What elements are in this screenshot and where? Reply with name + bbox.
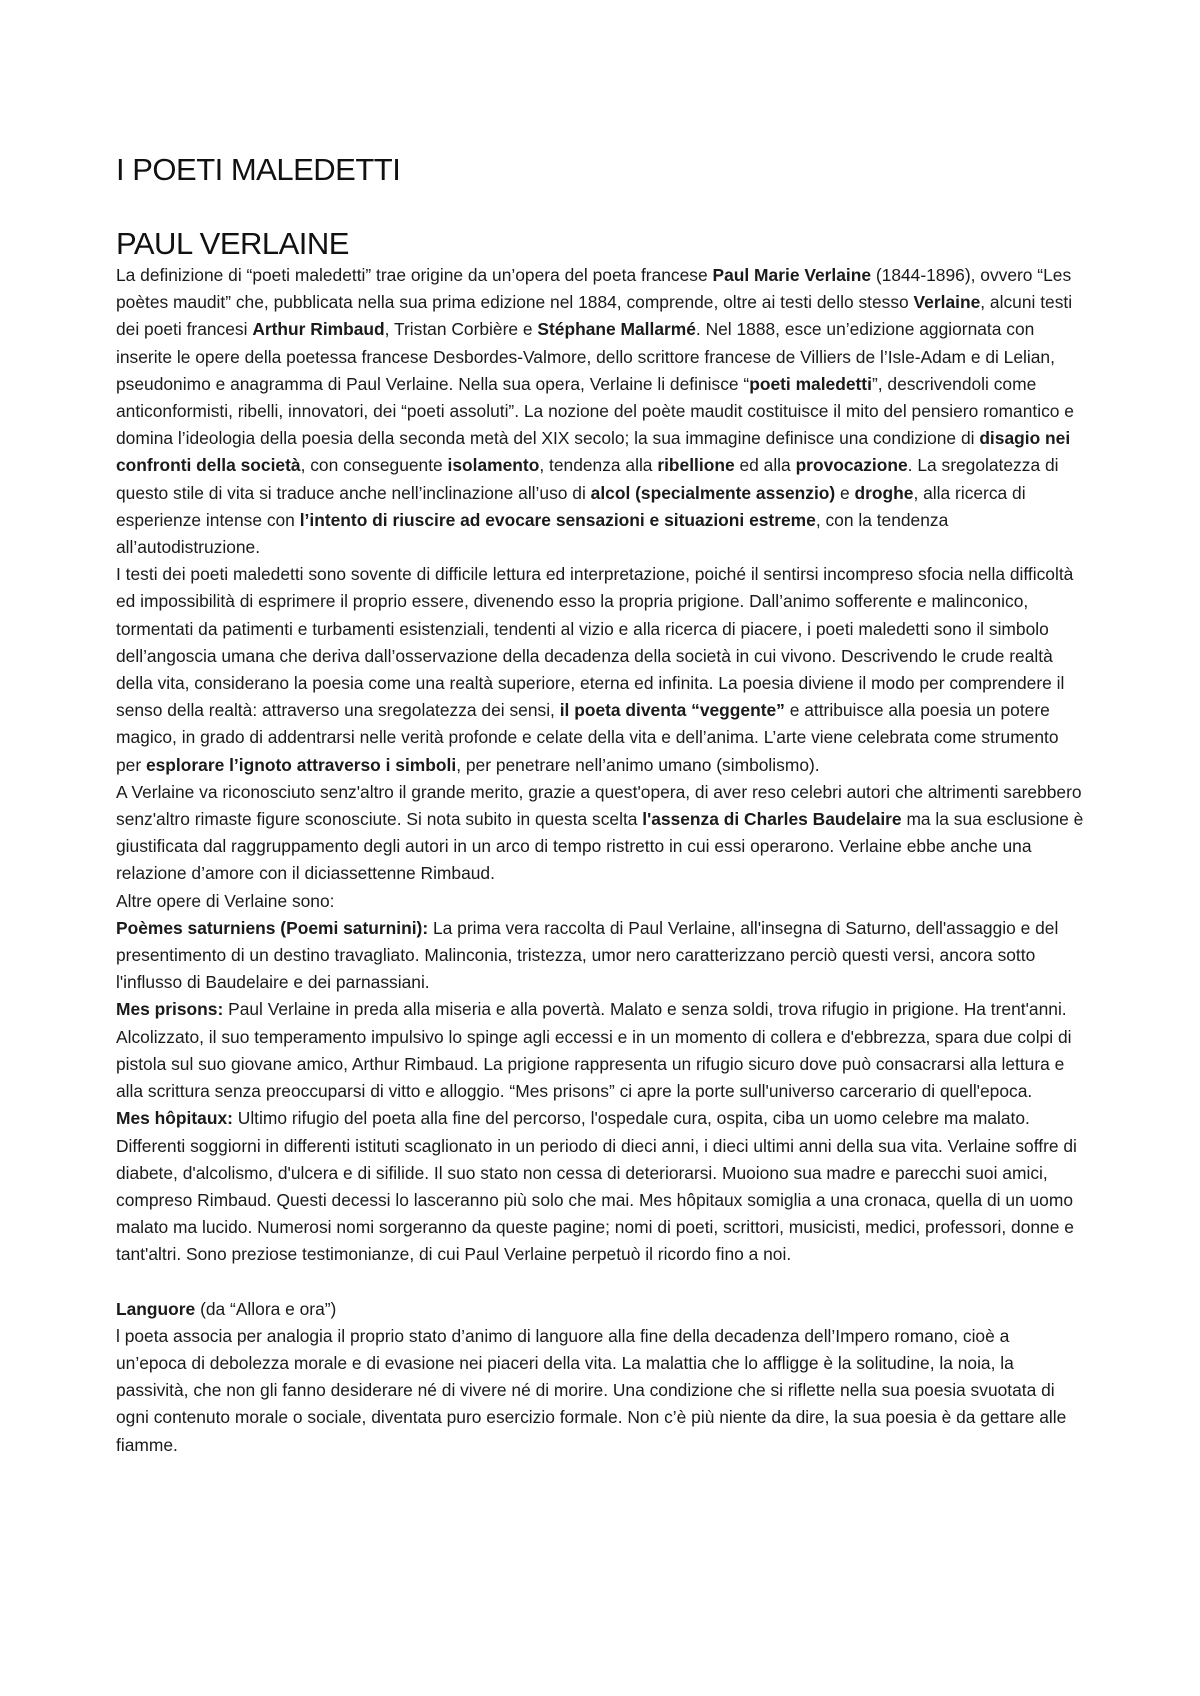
bold-text-run: il poeta diventa “veggente” <box>559 700 785 721</box>
text-run: e attribuisce alla poesia un potere magico, in grado di addentrarsi nelle verità profonde e celate della vita e dell’anima. L’arte viene celebrata come strumento per <box>116 700 1059 775</box>
document-title: I POETI MALEDETTI <box>116 152 401 187</box>
bold-text-run: Paul Marie Verlaine <box>712 265 872 285</box>
bold-text-run: poeti maledetti <box>749 373 872 394</box>
bold-text-run: Arthur Rimbaud <box>252 319 385 340</box>
bold-text-run: isolamento <box>447 455 540 476</box>
text-run: l poeta associa per analogia il proprio stato d’animo di languore alla fine della decadenza dell’Impero romano, cioè a un’epoca di debolezza morale e di evasione nei piaceri della vita. La malattia che lo affligge è la solitudine, la noia, la passività, che non gli fanno desiderare né di vivere né di morire. Una condizione che si riflette nella sua poesia svuotata di ogni contenuto morale o sociale, diventata puro esercizio formale. Non c’è più niente da dire, la sua poesia è da gettare alle fiamme. <box>116 1325 1067 1455</box>
text-run: , tendenza alla <box>539 455 658 476</box>
text-run: , alla ricerca di esperienze intense con <box>116 482 1026 530</box>
text-run: , con conseguente <box>300 455 448 476</box>
section-spacer <box>116 1269 1084 1296</box>
paragraph-mes-prisons <box>116 996 1084 1105</box>
text-run: . Nel 1888, esce un’edizione aggiornata con inserite le opere della poetessa francese Desbordes-Valmore, dello scrittore francese de Villiers de l’Isle-Adam e di Lelian, pseudonimo e anagramma di Paul Verlaine. Nella sua opera, Verlaine li definisce “ <box>116 319 1055 394</box>
document-subtitle: PAUL VERLAINE <box>116 226 349 261</box>
paragraph-poetics <box>116 561 1084 779</box>
bold-text-run: esplorare l’ignoto attraverso i simboli <box>145 754 457 775</box>
section-heading-languore <box>116 1296 1084 1323</box>
bold-text-run: Mes prisons: <box>116 999 224 1020</box>
bold-text-run: Mes hôpitaux: <box>116 1108 233 1129</box>
text-run: , Tristan Corbière e <box>384 319 538 340</box>
text-run: Ultimo rifugio del poeta alla fine del percorso, l'ospedale cura, ospita, ciba un uomo celebre ma malato. Differenti soggiorni in differenti istituti scaglionato in un periodo di dieci anni, i dieci ultimi anni della sua vita. Verlaine soffre di diabete, d'alcolismo, d'ulcera e di sifilide. Il suo stato non cessa di deteriorarsi. Muoiono sua madre e parecchi suoi amici, compreso Rimbaud. Questi decessi lo lasceranno più solo che mai. Mes hôpitaux somiglia a una cronaca, quella di un uomo malato ma lucido. Numerosi nomi sorgeranno da queste pagine; nomi di poeti, scrittori, musicisti, medici, professori, donne e tant'altri. Sono preziose testimonianze, di cui Paul Verlaine perpetuò il ricordo fino a noi. <box>116 1108 1077 1265</box>
text-run: ed alla <box>734 455 796 476</box>
text-run: ma la sua esclusione è giustificata dal raggruppamento degli autori in un arco di tempo ristretto in cui essi operarono. Verlaine ebbe anche una relazione d’amore con il diciassettenne Rimbaud. <box>116 809 1084 884</box>
text-run: Altre opere di Verlaine sono: <box>116 890 335 911</box>
bold-text-run: ribellione <box>657 455 735 476</box>
text-run: La definizione di “poeti maledetti” trae origine da un’opera del poeta francese <box>116 265 713 285</box>
text-run: , alcuni testi dei poeti francesi <box>116 292 1073 340</box>
paragraph-intro <box>116 262 1084 561</box>
paragraph-mes-hopitaux <box>116 1105 1084 1268</box>
bold-text-run: Poèmes saturniens (Poemi saturnini): <box>116 917 429 938</box>
text-run: (da “Allora e ora”) <box>195 1298 337 1319</box>
text-run: , per penetrare nell’animo umano (simbolismo). <box>456 754 820 775</box>
text-run: . La sregolatezza di questo stile di vita si traduce anche nell’inclinazione all’uso di <box>116 455 1059 503</box>
document-page <box>116 150 1084 1459</box>
paragraph-merit <box>116 779 1084 888</box>
bold-text-run: provocazione <box>795 455 908 476</box>
text-run: A Verlaine va riconosciuto senz'altro il grande merito, grazie a quest'opera, di aver reso celebri autori che altrimenti sarebbero senz'altro rimaste figure sconosciute. Si nota subito in questa scelta <box>116 781 1082 830</box>
paragraph-works-intro <box>116 888 1084 915</box>
text-run: Paul Verlaine in preda alla miseria e alla povertà. Malato e senza soldi, trova rifugio in prigione. Ha trent'anni. Alcolizzato, il suo temperamento impulsivo lo spinge agli eccessi e in un momento di collera e d'ebbrezza, spara due colpi di pistola sul suo giovane amico, Arthur Rimbaud. La prigione rappresenta un rifugio sicuro dove può consacrarsi alla lettura e alla scrittura senza preoccuparsi di vitto e alloggio. “Mes prisons” ci apre la porte sull'universo carcerario di quell'epoca. <box>116 999 1072 1102</box>
text-run: ”, descrivendoli come anticonformisti, ribelli, innovatori, dei “poeti assoluti”. La nozione del poète maudit costituisce il mito del pensiero romantico e domina l’ideologia della poesia della seconda metà del XIX secolo; la sua immagine definisce una condizione di <box>116 373 1074 449</box>
bold-text-run: Languore <box>116 1298 196 1319</box>
text-run: La prima vera raccolta di Paul Verlaine, all'insegna di Saturno, dell'assaggio e del presentimento di un destino travagliato. Malinconia, tristezza, umor nero caratterizzano perciò questi versi, ancora sotto l'influsso di Baudelaire e dei parnassiani. <box>116 917 1059 993</box>
bold-text-run: l'assenza di Charles Baudelaire <box>642 809 902 830</box>
paragraph-languore <box>116 1323 1084 1459</box>
bold-text-run: Stéphane Mallarmé <box>537 319 696 340</box>
bold-text-run: disagio nei confronti della società <box>116 428 1071 476</box>
paragraph-poemes-saturniens <box>116 915 1084 997</box>
bold-text-run: droghe <box>854 482 914 503</box>
bold-text-run: l’intento di riuscire ad evocare sensazioni e situazioni estreme <box>299 509 816 530</box>
bold-text-run: Verlaine <box>913 292 981 313</box>
text-run: , con la tendenza all’autodistruzione. <box>116 509 949 558</box>
text-run: I testi dei poeti maledetti sono sovente di difficile lettura ed interpretazione, poiché il sentirsi incompreso sfocia nella difficoltà ed impossibilità di esprimere il proprio essere, divenendo esso la propria prigione. Dall’animo sofferente e malinconico, tormentati da patimenti e turbamenti esistenziali, tendenti al vizio e alla ricerca di piacere, i poeti maledetti sono il simbolo dell’angoscia umana che deriva dall’osservazione della decadenza della società in cui vivono. Descrivendo le crude realtà della vita, considerano la poesia come una realtà superiore, eterna ed infinita. La poesia diviene il modo per comprendere il senso della realtà: attraverso una sregolatezza dei sensi, <box>116 564 1074 721</box>
bold-text-run: alcol (specialmente assenzio) <box>590 482 836 503</box>
text-run: (1844-1896), ovvero “Les poètes maudit” che, pubblicata nella sua prima edizione nel 1884, comprende, oltre ai testi dello stesso <box>116 265 1072 313</box>
text-run: e <box>835 482 855 503</box>
